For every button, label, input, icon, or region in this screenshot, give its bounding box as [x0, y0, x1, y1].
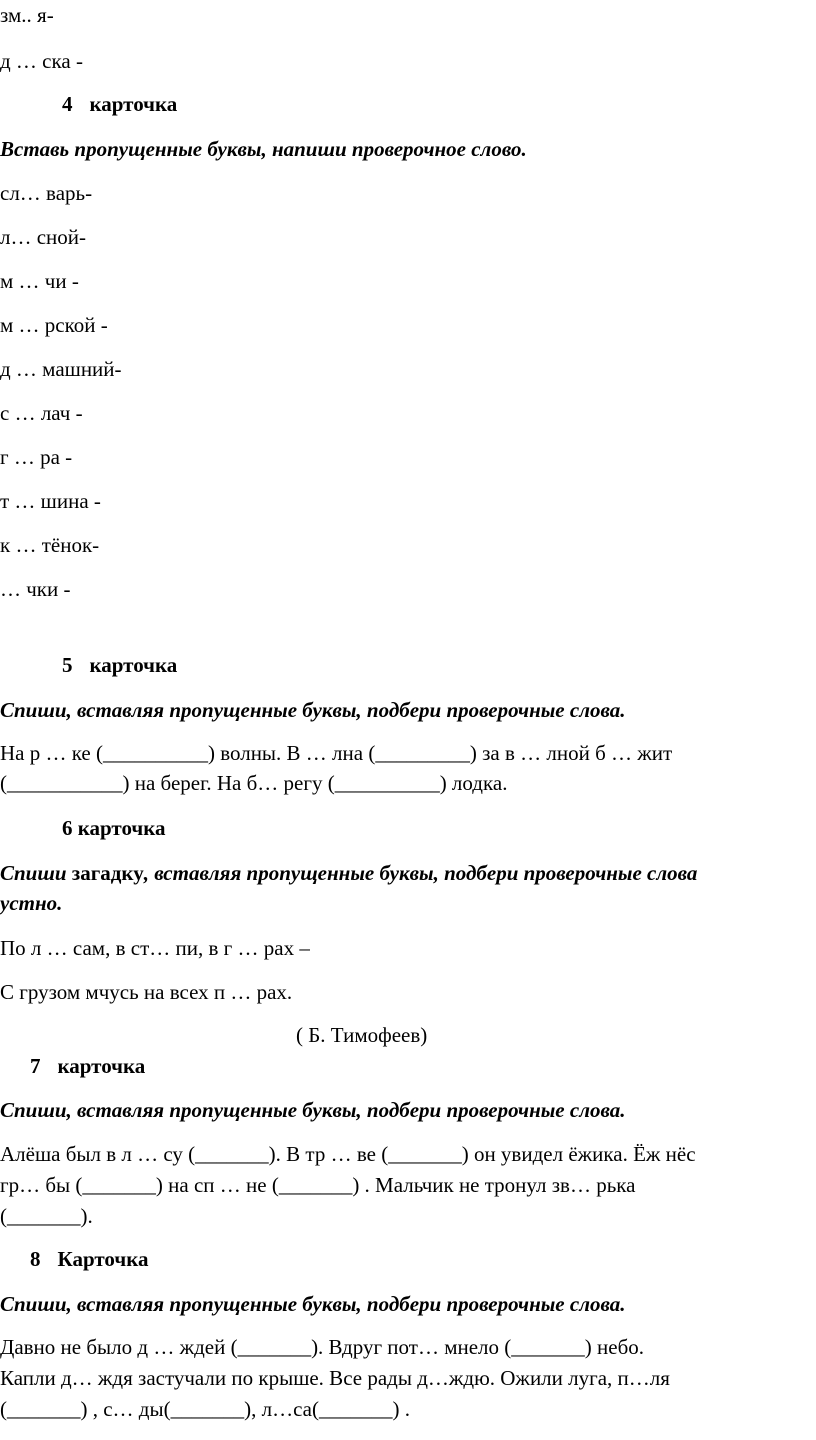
card-4-instruction: Вставь пропущенные буквы, напиши проверочное слово. — [0, 137, 527, 161]
card-7-text-line-2: гр… бы (_______) на сп … не (_______) . Мальчик не тронул зв… рька — [0, 1173, 636, 1197]
card-4-word-1: сл… варь- — [0, 181, 93, 205]
card-4-word-6: с … лач - — [0, 401, 83, 425]
card-6-instruction-part-2: загадку — [66, 861, 144, 885]
card-6-instruction-part-1: Спиши — [0, 861, 67, 885]
card-7-text-line-3: (_______). — [0, 1204, 93, 1228]
card-4-word-3: м … чи - — [0, 269, 79, 293]
card-5-heading — [62, 652, 177, 678]
top-word-2: д … ска - — [0, 49, 83, 73]
card-7-text-line-1: Алёша был в л … су (_______). В тр … ве (_______) он увидел ёжика. Ёж нёс — [0, 1142, 696, 1166]
card-7-title: карточка — [57, 1054, 146, 1078]
card-6-instruction-part-4: устно. — [0, 891, 63, 915]
card-5-number: 5 — [62, 653, 73, 677]
card-7-number: 7 — [30, 1054, 41, 1078]
card-6-instruction — [0, 860, 697, 886]
card-6-author: ( Б. Тимофеев) — [296, 1023, 428, 1047]
card-5-title: карточка — [89, 653, 178, 677]
card-4-title: карточка — [89, 92, 178, 116]
card-6-poem-line-1: По л … сам, в ст… пи, в г … рах – — [0, 936, 310, 960]
card-6-instruction-part-3: , вставляя пропущенные буквы, подбери проверочные слова — [143, 861, 698, 885]
card-4-word-5: д … машний- — [0, 357, 122, 381]
card-7-instruction: Спиши, вставляя пропущенные буквы, подбери проверочные слова. — [0, 1098, 626, 1122]
card-6-heading: 6 карточка — [62, 816, 166, 840]
card-4-word-8: т … шина - — [0, 489, 101, 513]
card-4-word-2: л… сной- — [0, 225, 87, 249]
card-6-poem-line-2: С грузом мчусь на всех п … рах. — [0, 980, 293, 1004]
card-4-number: 4 — [62, 92, 73, 116]
card-8-title: Карточка — [57, 1247, 149, 1271]
card-4-heading — [62, 91, 177, 117]
card-8-heading — [30, 1246, 148, 1272]
card-4-word-4: м … рской - — [0, 313, 108, 337]
top-word-1: зм.. я- — [0, 3, 54, 27]
card-8-text-line-1: Давно не было д … ждей (_______). Вдруг пот… мнело (_______) небо. — [0, 1335, 645, 1359]
card-5-instruction: Спиши, вставляя пропущенные буквы, подбери проверочные слова. — [0, 698, 626, 722]
card-8-text-line-2: Капли д… ждя застучали по крыше. Все рады д…ждю. Ожили луга, п…ля — [0, 1366, 670, 1390]
card-5-text-line-1: На р … ке (__________) волны. В … лна (_________) за в … лной б … жит — [0, 741, 673, 765]
card-5-text-line-2: (___________) на берег. На б… регу (__________) лодка. — [0, 771, 508, 795]
card-4-word-7: г … ра - — [0, 445, 73, 469]
card-4-word-9: к … тёнок- — [0, 533, 100, 557]
card-4-word-10: … чки - — [0, 577, 71, 601]
card-7-heading — [30, 1053, 145, 1079]
card-8-instruction: Спиши, вставляя пропущенные буквы, подбери проверочные слова. — [0, 1292, 626, 1316]
card-8-text-line-3: (_______) , с… ды(_______), л…са(_______) . — [0, 1397, 410, 1421]
card-8-number: 8 — [30, 1247, 41, 1271]
